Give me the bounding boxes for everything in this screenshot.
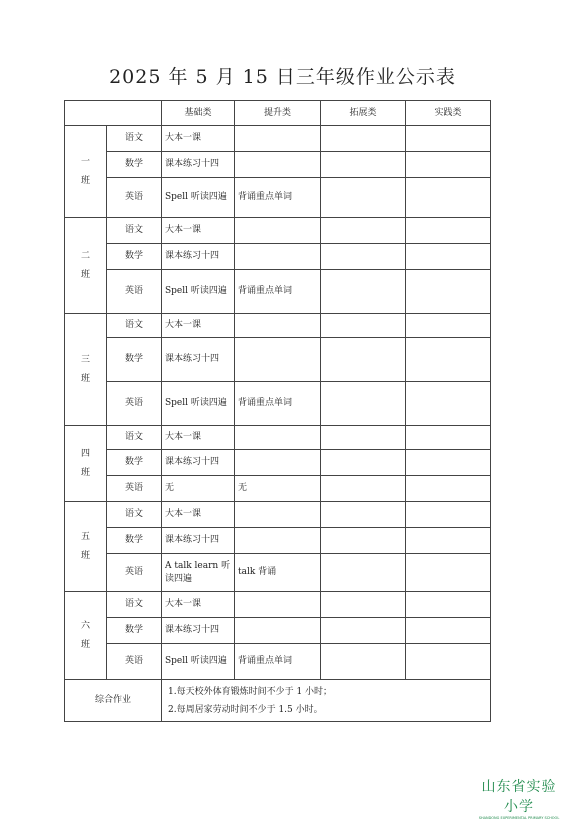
improve-cell [235, 618, 321, 644]
class-name-number: 五 [80, 531, 90, 542]
extend-cell [321, 270, 406, 314]
school-logo [478, 776, 560, 820]
extend-cell [321, 618, 406, 644]
class-name-suffix: 班 [80, 467, 90, 478]
class-name-suffix: 班 [80, 175, 90, 186]
practice-cell [406, 618, 491, 644]
improve-cell [235, 338, 321, 382]
table-row [65, 502, 491, 528]
class-name-suffix: 班 [80, 550, 90, 561]
table-row [65, 644, 491, 680]
practice-cell [406, 244, 491, 270]
class-name-number: 六 [80, 620, 90, 631]
improve-cell: 背诵重点单词 [235, 178, 321, 218]
practice-cell [406, 554, 491, 592]
improve-cell [235, 218, 321, 244]
basic-cell: 课本练习十四 [162, 152, 235, 178]
homework-table [64, 100, 491, 722]
extend-cell [321, 450, 406, 476]
improve-cell [235, 502, 321, 528]
basic-cell: 课本练习十四 [162, 244, 235, 270]
subject-cell: 语文 [107, 426, 162, 450]
class-name-cell [65, 502, 107, 592]
extend-cell [321, 476, 406, 502]
table-row [65, 152, 491, 178]
header-corner [65, 101, 162, 126]
basic-cell: 课本练习十四 [162, 450, 235, 476]
table-row [65, 382, 491, 426]
table-row [65, 476, 491, 502]
subject-cell: 英语 [107, 382, 162, 426]
subject-cell: 英语 [107, 644, 162, 680]
practice-cell [406, 592, 491, 618]
basic-cell: 大本一课 [162, 502, 235, 528]
improve-cell [235, 450, 321, 476]
improve-cell: 背诵重点单词 [235, 644, 321, 680]
subject-cell: 语文 [107, 592, 162, 618]
misc-content [162, 680, 491, 722]
subject-cell: 数学 [107, 450, 162, 476]
improve-cell: 背诵重点单词 [235, 382, 321, 426]
table-row [65, 338, 491, 382]
practice-cell [406, 644, 491, 680]
improve-cell [235, 528, 321, 554]
table-row [65, 554, 491, 592]
class-name-number: 一 [80, 156, 90, 167]
table-row [65, 126, 491, 152]
extend-cell [321, 502, 406, 528]
subject-cell: 数学 [107, 152, 162, 178]
table-row [65, 528, 491, 554]
improve-cell [235, 244, 321, 270]
improve-cell: 背诵重点单词 [235, 270, 321, 314]
header-practice: 实践类 [406, 101, 491, 126]
class-name-cell [65, 314, 107, 426]
subject-cell: 数学 [107, 618, 162, 644]
misc-row [65, 680, 491, 722]
extend-cell [321, 244, 406, 270]
school-name: 山东省实验小学 [481, 779, 557, 815]
table-row [65, 426, 491, 450]
subject-cell: 语文 [107, 502, 162, 528]
basic-cell: 大本一课 [162, 218, 235, 244]
subject-cell: 英语 [107, 554, 162, 592]
class-name-number: 二 [80, 250, 90, 261]
improve-cell [235, 126, 321, 152]
class-name-suffix: 班 [80, 639, 90, 650]
extend-cell [321, 126, 406, 152]
extend-cell [321, 218, 406, 244]
practice-cell [406, 426, 491, 450]
improve-cell [235, 314, 321, 338]
subject-cell: 语文 [107, 218, 162, 244]
table-row [65, 218, 491, 244]
header-basic: 基础类 [162, 101, 235, 126]
header-improve: 提升类 [235, 101, 321, 126]
extend-cell [321, 314, 406, 338]
subject-cell: 英语 [107, 178, 162, 218]
extend-cell [321, 426, 406, 450]
basic-cell: Spell 听读四遍 [162, 382, 235, 426]
basic-cell: 课本练习十四 [162, 528, 235, 554]
basic-cell: 无 [162, 476, 235, 502]
class-name-suffix: 班 [80, 269, 90, 280]
practice-cell [406, 476, 491, 502]
basic-cell: 课本练习十四 [162, 618, 235, 644]
subject-cell: 语文 [107, 314, 162, 338]
practice-cell [406, 338, 491, 382]
class-name-number: 四 [80, 448, 90, 459]
basic-cell: 大本一课 [162, 126, 235, 152]
basic-cell: 大本一课 [162, 592, 235, 618]
class-name-cell [65, 426, 107, 502]
practice-cell [406, 502, 491, 528]
extend-cell [321, 592, 406, 618]
class-name-number: 三 [80, 354, 90, 365]
subject-cell: 数学 [107, 338, 162, 382]
basic-cell: Spell 听读四遍 [162, 270, 235, 314]
practice-cell [406, 152, 491, 178]
extend-cell [321, 554, 406, 592]
class-name-cell [65, 126, 107, 218]
improve-cell [235, 592, 321, 618]
practice-cell [406, 218, 491, 244]
extend-cell [321, 528, 406, 554]
class-name-suffix: 班 [80, 373, 90, 384]
improve-cell: 无 [235, 476, 321, 502]
table-row [65, 314, 491, 338]
table-row [65, 178, 491, 218]
improve-cell: talk 背诵 [235, 554, 321, 592]
misc-line: 2.每周居家劳动时间不少于 1.5 小时。 [168, 704, 323, 715]
subject-cell: 英语 [107, 270, 162, 314]
header-row [65, 101, 491, 126]
page-title: 2025 年 5 月 15 日三年级作业公示表 [109, 66, 456, 88]
improve-cell [235, 426, 321, 450]
header-extend: 拓展类 [321, 101, 406, 126]
class-name-cell [65, 218, 107, 314]
table-row [65, 270, 491, 314]
extend-cell [321, 178, 406, 218]
practice-cell [406, 528, 491, 554]
basic-cell: 大本一课 [162, 314, 235, 338]
subject-cell: 数学 [107, 528, 162, 554]
subject-cell: 英语 [107, 476, 162, 502]
basic-cell: Spell 听读四遍 [162, 644, 235, 680]
basic-cell: 大本一课 [162, 426, 235, 450]
misc-line: 1.每天校外体育锻炼时间不少于 1 小时； [168, 686, 333, 697]
table-row [65, 592, 491, 618]
subject-cell: 语文 [107, 126, 162, 152]
practice-cell [406, 270, 491, 314]
basic-cell: Spell 听读四遍 [162, 178, 235, 218]
practice-cell [406, 314, 491, 338]
subject-cell: 数学 [107, 244, 162, 270]
table-row [65, 244, 491, 270]
extend-cell [321, 338, 406, 382]
extend-cell [321, 644, 406, 680]
table-row [65, 450, 491, 476]
practice-cell [406, 126, 491, 152]
class-name-cell [65, 592, 107, 680]
practice-cell [406, 450, 491, 476]
basic-cell: A talk learn 听读四遍 [162, 554, 235, 592]
extend-cell [321, 382, 406, 426]
basic-cell: 课本练习十四 [162, 338, 235, 382]
school-name-en: SHANDONG EXPERIMENTAL PRIMARY SCHOOL [478, 816, 560, 820]
improve-cell [235, 152, 321, 178]
misc-label: 综合作业 [65, 680, 162, 722]
practice-cell [406, 382, 491, 426]
table-row [65, 618, 491, 644]
practice-cell [406, 178, 491, 218]
extend-cell [321, 152, 406, 178]
